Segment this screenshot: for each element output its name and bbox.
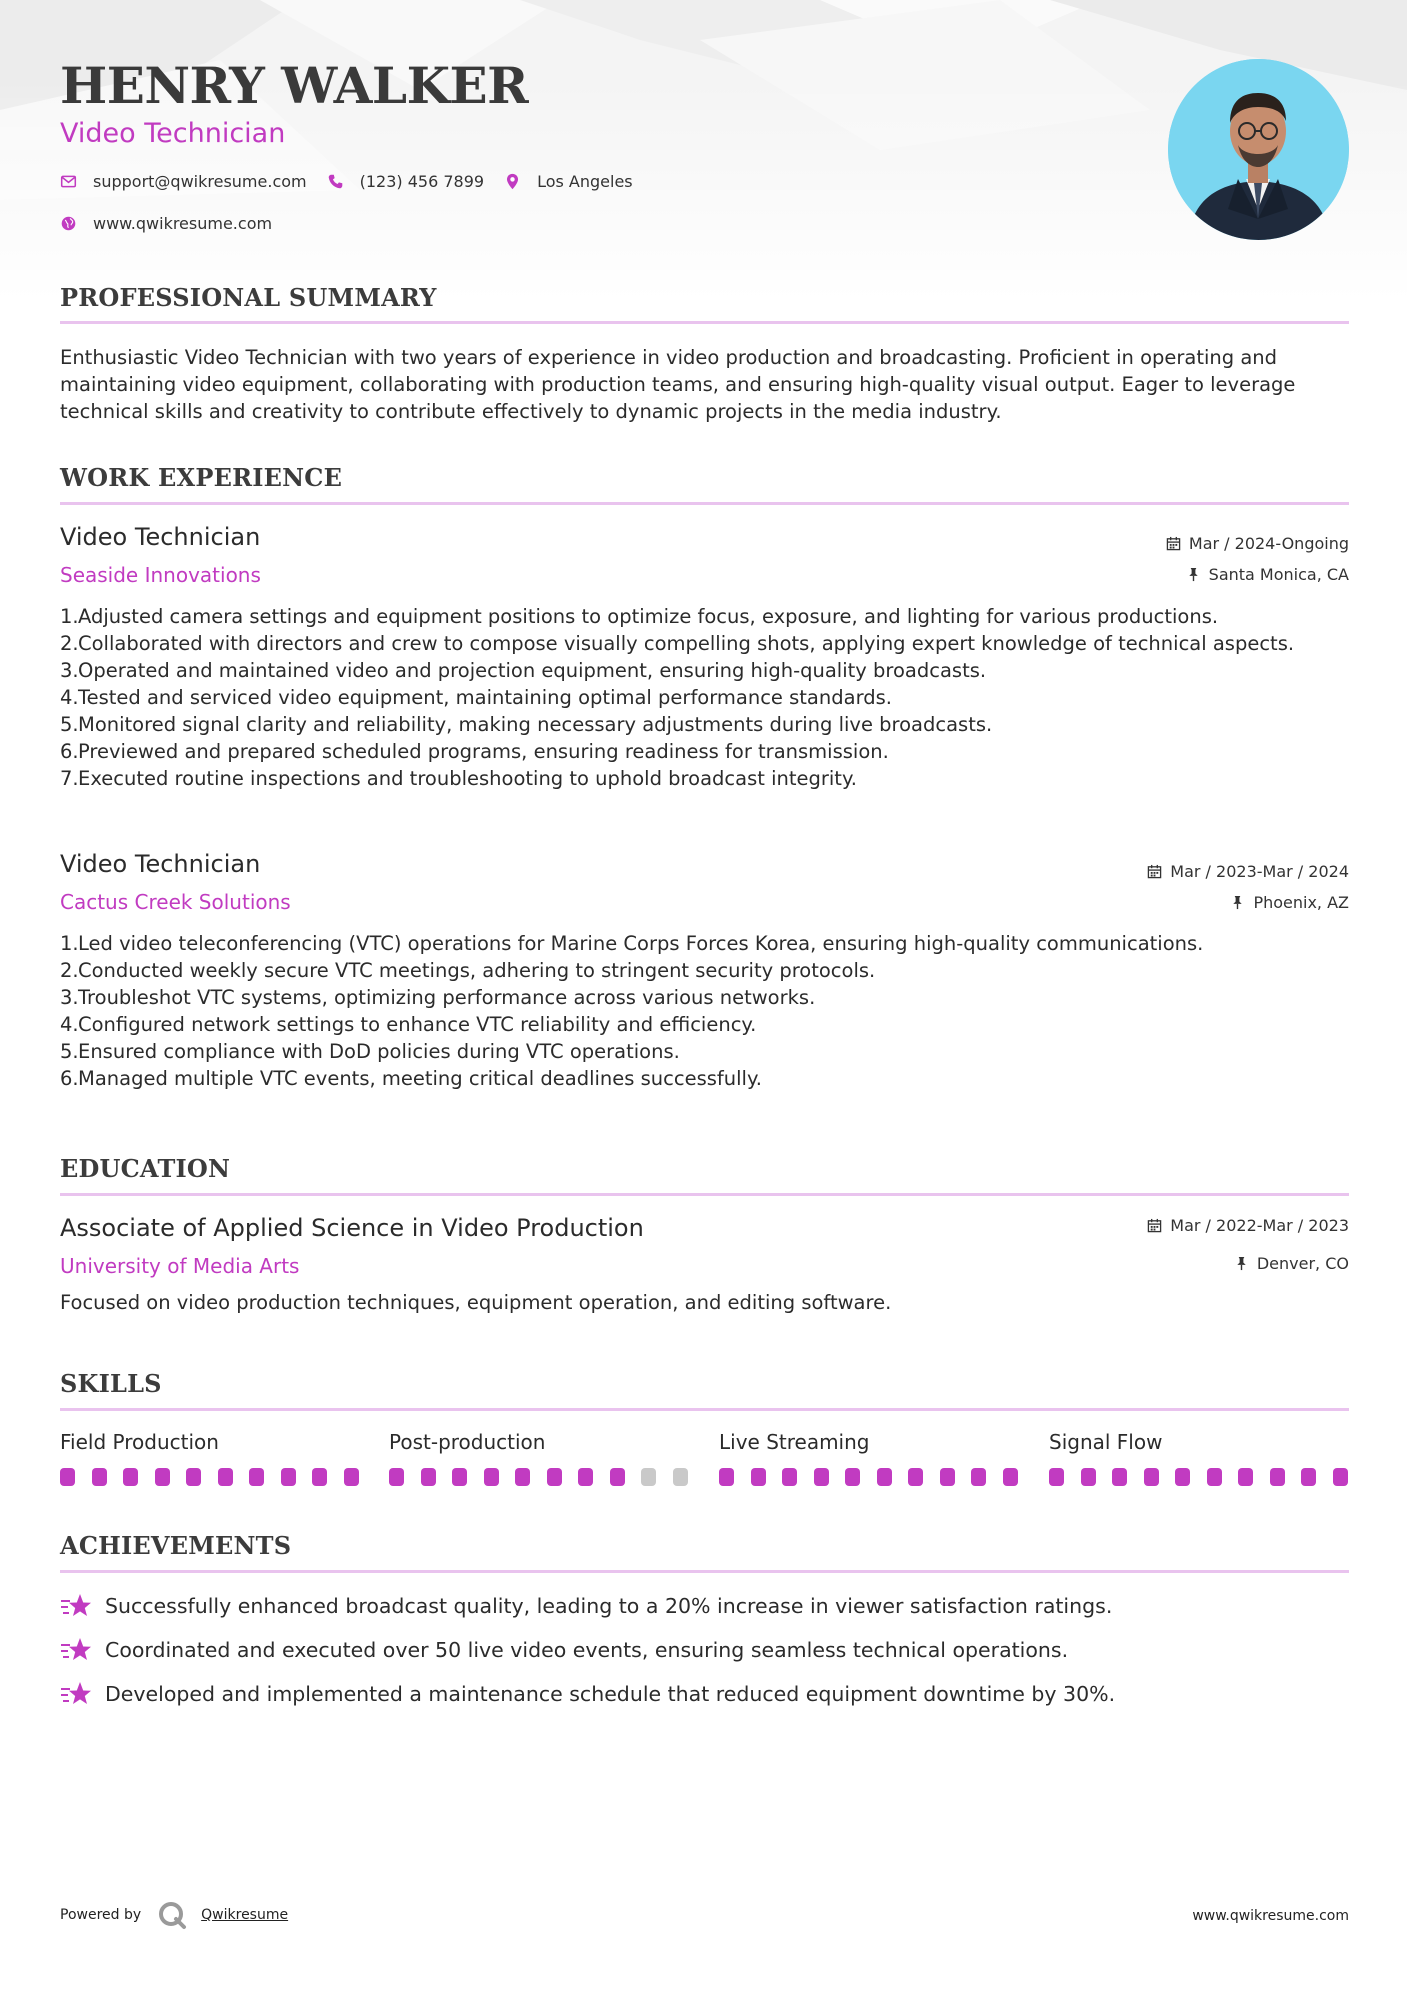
job-company: Cactus Creek Solutions <box>60 890 291 914</box>
job-location-text: Phoenix, AZ <box>1253 893 1349 912</box>
phone-text: (123) 456 7899 <box>359 172 485 191</box>
profile-photo <box>1168 59 1349 240</box>
skill-item <box>719 1430 1019 1454</box>
globe-icon <box>60 215 77 232</box>
skill-dot-filled <box>1238 1468 1253 1486</box>
job-bullets <box>60 930 1350 1092</box>
education-location-text: Denver, CO <box>1256 1254 1349 1273</box>
qwikresume-logo-icon <box>157 1900 187 1930</box>
list-item: 4. Configured network settings to enhance VTC reliability and efficiency. <box>60 1013 757 1036</box>
location-text: Los Angeles <box>537 172 633 191</box>
education-location <box>1234 1254 1349 1273</box>
job-dates-text: Mar / 2024-Ongoing <box>1188 534 1349 553</box>
skill-rating <box>1049 1468 1364 1486</box>
skill-dot-filled <box>1144 1468 1159 1486</box>
list-item: 6. Managed multiple VTC events, meeting critical deadlines successfully. <box>60 1067 762 1090</box>
job-dates <box>1147 862 1349 881</box>
skill-dot-filled <box>908 1468 923 1486</box>
section-title-experience: WORK EXPERIENCE <box>60 463 343 492</box>
star-icon <box>60 1592 92 1620</box>
section-divider <box>60 321 1349 324</box>
skill-dot-filled <box>92 1468 107 1486</box>
skill-dot-filled <box>610 1468 625 1486</box>
skill-dot-filled <box>1112 1468 1127 1486</box>
skill-dot-filled <box>719 1468 734 1486</box>
pushpin-icon <box>1230 895 1245 910</box>
skill-dot-filled <box>389 1468 404 1486</box>
skill-name: Live Streaming <box>719 1430 870 1454</box>
summary-text: Enthusiastic Video Technician with two years of experience in video production and broadcasting. Proficient in operating and maintaining video equipment, collaborating with production teams, and ensuring high-quality visual output. Eager to leverage technical skills and creativity to contribute effectively to dynamic projects in the media industry. <box>60 346 1296 423</box>
list-item: 6. Previewed and prepared scheduled programs, ensuring readiness for transmission. <box>60 740 889 763</box>
powered-by-label: Powered by <box>60 1907 142 1923</box>
star-icon <box>60 1636 92 1664</box>
skill-dot-filled <box>877 1468 892 1486</box>
skill-dot-filled <box>578 1468 593 1486</box>
skill-dot-filled <box>940 1468 955 1486</box>
section-title-summary: PROFESSIONAL SUMMARY <box>60 283 437 312</box>
achievement-item <box>60 1636 1068 1664</box>
section-divider <box>60 1408 1349 1411</box>
phone-icon <box>327 173 344 190</box>
achievement-text: Developed and implemented a maintenance schedule that reduced equipment downtime by 30%. <box>105 1682 1116 1706</box>
education-school: University of Media Arts <box>60 1254 300 1278</box>
contact-location <box>504 172 633 191</box>
section-title-education: EDUCATION <box>60 1154 231 1183</box>
skill-dot-filled <box>155 1468 170 1486</box>
achievement-item <box>60 1680 1115 1708</box>
achievement-text: Coordinated and executed over 50 live video events, ensuring seamless technical operations. <box>105 1638 1069 1662</box>
section-divider <box>60 502 1349 505</box>
list-item: 2. Collaborated with directors and crew to compose visually compelling shots, applying expert knowledge of technical aspects. <box>60 632 1295 655</box>
education-dates-text: Mar / 2022-Mar / 2023 <box>1170 1216 1349 1235</box>
education-description: Focused on video production techniques, equipment operation, and editing software. <box>60 1291 892 1314</box>
star-icon <box>60 1680 92 1708</box>
skill-dot-filled <box>249 1468 264 1486</box>
skill-name: Signal Flow <box>1049 1430 1163 1454</box>
job-dates <box>1166 534 1349 553</box>
envelope-icon <box>60 173 77 190</box>
skill-dot-filled <box>1207 1468 1222 1486</box>
job-dates-text: Mar / 2023-Mar / 2024 <box>1170 862 1349 881</box>
skill-dot-filled <box>452 1468 467 1486</box>
skill-dot-filled <box>782 1468 797 1486</box>
candidate-name: HENRY WALKER <box>60 56 529 115</box>
skill-dot-filled <box>1081 1468 1096 1486</box>
skill-dot-filled <box>515 1468 530 1486</box>
skill-dot-empty <box>641 1468 656 1486</box>
skill-dot-filled <box>1270 1468 1285 1486</box>
skill-dot-filled <box>312 1468 327 1486</box>
list-item: 7. Executed routine inspections and troubleshooting to uphold broadcast integrity. <box>60 767 857 790</box>
list-item: 2. Conducted weekly secure VTC meetings, adhering to stringent security protocols. <box>60 959 876 982</box>
education-dates <box>1147 1216 1349 1235</box>
skill-dot-filled <box>751 1468 766 1486</box>
skill-rating <box>389 1468 704 1486</box>
skill-dot-filled <box>60 1468 75 1486</box>
skill-dot-filled <box>484 1468 499 1486</box>
pushpin-icon <box>1234 1256 1249 1271</box>
skill-dot-filled <box>186 1468 201 1486</box>
achievement-item <box>60 1592 1112 1620</box>
skill-dot-empty <box>673 1468 688 1486</box>
list-item: 3. Operated and maintained video and projection equipment, ensuring high-quality broadcasts. <box>60 659 987 682</box>
list-item: 4. Tested and serviced video equipment, maintaining optimal performance standards. <box>60 686 892 709</box>
email-text: support@qwikresume.com <box>93 172 307 191</box>
job-title: Video Technician <box>60 850 261 878</box>
contact-email[interactable] <box>60 172 307 191</box>
job-company: Seaside Innovations <box>60 563 261 587</box>
skill-dot-filled <box>281 1468 296 1486</box>
job-location-text: Santa Monica, CA <box>1208 565 1349 584</box>
avatar <box>1168 59 1349 240</box>
skill-dot-filled <box>1049 1468 1064 1486</box>
skill-item <box>60 1430 360 1454</box>
footer-website[interactable]: www.qwikresume.com <box>1192 1908 1349 1924</box>
calendar-icon <box>1166 536 1181 551</box>
skill-item <box>389 1430 689 1454</box>
skill-dot-filled <box>814 1468 829 1486</box>
contact-website[interactable] <box>60 214 272 233</box>
list-item: 1. Adjusted camera settings and equipment positions to optimize focus, exposure, and lighting for various productions. <box>60 605 1219 628</box>
skill-dot-filled <box>1301 1468 1316 1486</box>
skill-name: Field Production <box>60 1430 219 1454</box>
contact-row-website <box>60 214 292 233</box>
job-location <box>1186 565 1349 584</box>
map-pin-icon <box>504 173 521 190</box>
pushpin-icon <box>1186 567 1201 582</box>
calendar-icon <box>1147 1218 1162 1233</box>
skill-dot-filled <box>218 1468 233 1486</box>
contact-row <box>60 172 653 191</box>
skill-dot-filled <box>344 1468 359 1486</box>
skill-name: Post-production <box>389 1430 546 1454</box>
footer-powered-by <box>60 1900 288 1930</box>
list-item: 1. Led video teleconferencing (VTC) operations for Marine Corps Forces Korea, ensuring high-quality communications. <box>60 932 1204 955</box>
skill-dot-filled <box>1003 1468 1018 1486</box>
education-degree: Associate of Applied Science in Video Production <box>60 1214 644 1242</box>
calendar-icon <box>1147 864 1162 879</box>
brand-link[interactable]: Qwikresume <box>201 1907 289 1923</box>
skill-rating <box>60 1468 375 1486</box>
section-divider <box>60 1570 1349 1573</box>
section-divider <box>60 1193 1349 1196</box>
candidate-role: Video Technician <box>60 118 286 149</box>
achievement-text: Successfully enhanced broadcast quality, leading to a 20% increase in viewer satisfaction ratings. <box>105 1594 1113 1618</box>
section-title-achievements: ACHIEVEMENTS <box>60 1531 292 1560</box>
website-text: www.qwikresume.com <box>93 214 273 233</box>
skill-dot-filled <box>971 1468 986 1486</box>
section-title-skills: SKILLS <box>60 1369 162 1398</box>
job-location <box>1230 893 1349 912</box>
skill-dot-filled <box>845 1468 860 1486</box>
skill-dot-filled <box>1175 1468 1190 1486</box>
list-item: 5. Monitored signal clarity and reliability, making necessary adjustments during live broadcasts. <box>60 713 993 736</box>
skill-item <box>1049 1430 1349 1454</box>
job-title: Video Technician <box>60 523 261 551</box>
list-item: 5. Ensured compliance with DoD policies during VTC operations. <box>60 1040 680 1063</box>
list-item: 3. Troubleshot VTC systems, optimizing performance across various networks. <box>60 986 816 1009</box>
contact-phone[interactable] <box>327 172 484 191</box>
skill-rating <box>719 1468 1034 1486</box>
skill-dot-filled <box>421 1468 436 1486</box>
skill-dot-filled <box>123 1468 138 1486</box>
skill-dot-filled <box>547 1468 562 1486</box>
skill-dot-filled <box>1333 1468 1348 1486</box>
job-bullets <box>60 603 1350 792</box>
